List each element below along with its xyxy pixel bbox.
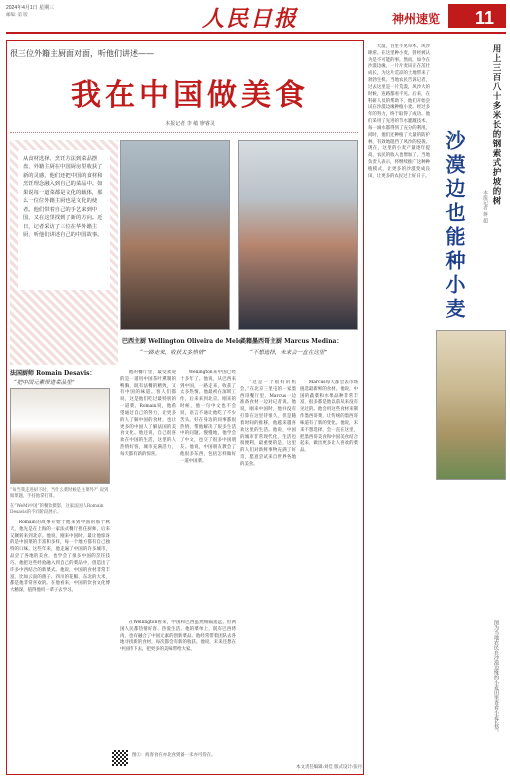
body-paragraph: 在Wellington看来，中国和巴西虽然相隔遥远，但两国人民都热情好客、热爱生活。他的菜单上，既有巴西烤肉，也有融合了中国元素的创新菜品。他经常带着团队去各地寻找新的食材，每次都会有新的收获。他说，未来还想在中国待下去，把更多的美味带给大家。 (120, 620, 236, 653)
photo-caption-2: 在“WeMi中国”的餐饮摄影，这家法国人Romain Desavis的不同阶段展示。 (10, 504, 104, 516)
chef-photo-romain (10, 388, 110, 484)
footer-editor: 本文责任编辑:刘佳 版式设计:张丹 (296, 765, 362, 770)
article-byline: 本报记者 李 敏 廖睿灵 (165, 121, 215, 127)
qr-code (112, 750, 128, 766)
body-paragraph: 大漠，百里不见草木，风沙肆虐。在这里种小麦，曾经被认为是不可能的事。然而，如今在沙漠边缘，一片片麦田正在茁壮成长，为这片荒凉的土地带来了勃勃生机。当地农民告诉记者，过去这里是一片荒漠，风沙大的时候，连路都看不见。后来，在科研人员的帮助下，他们开始尝试在沙漠边缘种植小麦。经过多年的努力，终于取得了成功。他们采用了先进的节水灌溉技术，每一滴水都得到了充分的利用。同时，他们还种植了大量的防护林，有效地阻挡了风沙的侵袭。现在，这里的小麦产量逐年提高，农民的收入也增加了。当地负责人表示，将继续推广这种种植模式，让更多的沙漠变成良田，让更多的农民过上好日子。 (368, 44, 430, 179)
section-name: 神州速览 (392, 12, 441, 26)
article-kicker: 很三位外籍主厨面对面，听他们讲述—— (10, 49, 154, 58)
body-paragraph: Marcus每天都会去市场挑选最新鲜的食材。他说，中国的蔬菜和水果品种非常丰富，很多都是他以前从来没有见过的。他会用这些食材来制作墨西哥菜，让传统的墨西哥味道有了新的变化。他说，未来不想选择，会一直在这里，把墨西哥美食和中国美食结合起来，做出更多让人喜欢的菜品。 (300, 380, 358, 454)
intro-text: 从食材选择、烹饪方法到菜品摆盘，外籍主厨在中国厨房里收获了新的灵感，他们还把中国的食材和烹饪理念融入到自己的菜品中。如果说每一道菜都是文化的载体，那么一位位外籍主厨也是文化的使者。他们带着自己的手艺来到中国，又在这里找到了新的方向。近日，记者采访了三位在华外籍主厨，听他们讲述自己的中国故事。 (18, 150, 110, 290)
body-column-4 (120, 620, 236, 746)
date-line: 2024年4月1日 星期三 (6, 5, 55, 11)
right-headline: 沙漠边也能种小麦 (442, 130, 466, 322)
chef-name-marcus: 美籍墨西哥主厨 Marcus Medina： (240, 338, 343, 345)
body-column-1 (10, 520, 110, 746)
wheat-field-photo (436, 330, 506, 480)
page-header (0, 0, 510, 36)
chef-photo-marcus (238, 140, 358, 330)
article-headline: 我在中国做美食 (71, 78, 309, 113)
body-paragraph: Wellington来中国已经十多年了。他说，从巴西来到中国，一路走来，收获了太多热情。他最初在深圳工作，后来来到北京。刚来的时候，他一句中文也不会说，语言不通让他吃了不少苦头。好在身边的同事都很热情，帮他解决了很多生活中的问题。慢慢地，他学会了中文，也交了很多中国朋友。他说，中国朋友教会了他很多东西，包括怎样做好一道中国菜。 (180, 370, 236, 464)
photo-caption-romain: “每当我走进厨下时，当什么菜时候是主菜外?” 说到做菜题，手持他掌打算。 (10, 488, 109, 500)
chef-name-romain: 法国厨师 Romain Desavis： (10, 370, 96, 377)
chef-name-wellington: 巴西主厨 Wellington Oliveira de Melo： (122, 338, 249, 345)
right-photo-caption: 图为当地农民在沙漠边缘的小麦田里查看小麦长势。 (493, 620, 499, 735)
body-paragraph: 他的餐厅里，最受欢迎的是一道用中国茶叶熏制的鸭胸，既有法餐的精致，又有中国的味道。客人们都说，这是他们吃过最特别的一道菜。Romain说，他希望通过自己的努力，让更多的人了解中国的食材，也让更多的中国人了解法国的美食文化。他还说，自己很喜欢在中国的生活，这里的人热情好客，城市充满活力，每天都有新的惊喜。 (120, 370, 176, 457)
chef-quote-wellington: “一路走来，收获太多热情” (140, 350, 207, 356)
right-subheadline: 用上三百八十多米长的钢索式护坡的树 (491, 44, 501, 206)
chef-quote-romain: “把中国元素带进菜品里” (14, 380, 75, 386)
right-article-body (368, 44, 430, 769)
divider (10, 132, 358, 133)
chef-photo-wellington (120, 140, 230, 330)
footer-note: 图①：海客食在亦北食到备一未亦可待在。 (132, 753, 216, 758)
masthead-logo: 人民日报 (201, 6, 298, 32)
meta-line: 邮编: 第 版 (6, 12, 28, 17)
body-paragraph: Romain的故事开始于他来到中国的那个秋天，他先是在上海的一家法式餐厅担任厨师，后来又辗转来到北京。他说，刚来中国时，最让他惊讶的是中国菜的丰富和多样，每一个地方都有自己独特的口味。这些年来，他走遍了中国的许多城市，品尝了各地的美食，也学会了很多中国的烹饪技巧。他把这些经验融入到自己的菜品中，创造出了许多中西结合的新菜式。他说，中国的食材非常丰富，比如云南的菌子、四川的花椒、东北的大米，都是他非常喜欢的。在他看来，中国的饮食文化博大精深，值得他用一辈子去学习。 (10, 520, 110, 594)
right-byline: 本报记者 蒋 超 (482, 190, 488, 224)
body-column-6 (300, 380, 358, 746)
body-paragraph: “这是一个很好的机会，”在北京三里屯的一家墨西哥餐厅里，Marcus一边准备食材一边对记者说。他说，刚来中国时，他并没有打算在这里待很久，但是随着时间的推移，他越来越喜欢这里的生活。他说，中国的城市非常现代化，生活也很便利，最重要的是，这里的人们对新鲜事物充满了好奇，愿意尝试来自世界各地的美食。 (240, 380, 296, 467)
header-rule (6, 32, 506, 34)
chef-quote-marcus: “不想选择，未来会一直在这里” (250, 350, 328, 356)
page-number: 11 (475, 8, 495, 28)
body-column-5 (240, 380, 296, 746)
